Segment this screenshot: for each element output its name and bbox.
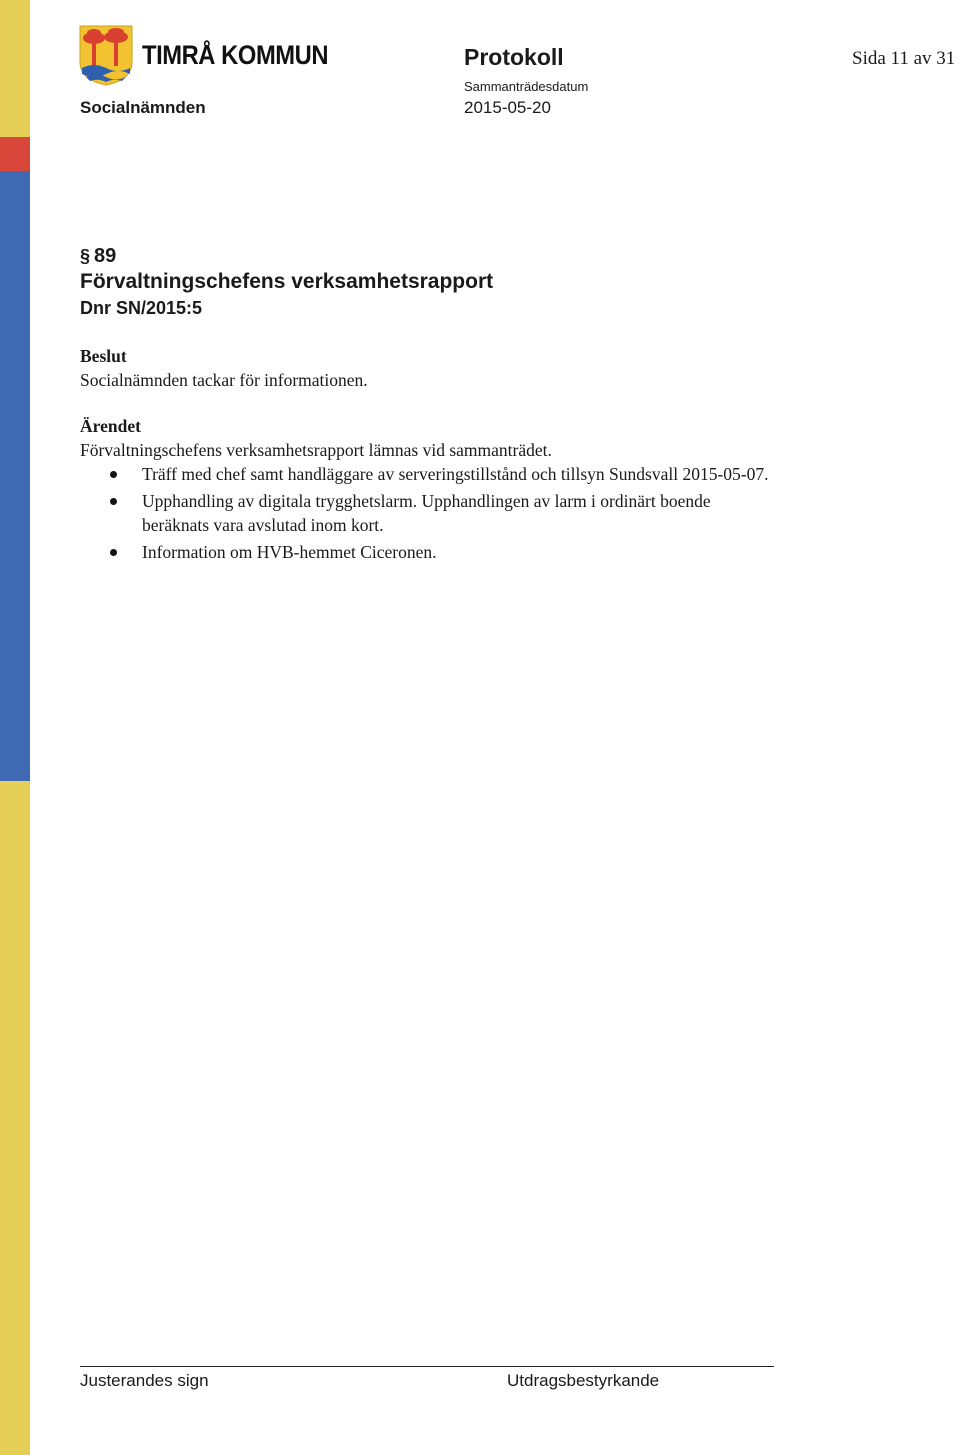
paragraph-sign: § [80, 246, 91, 266]
meeting-date: 2015-05-20 [464, 98, 551, 117]
document-type-title: Protokoll [464, 44, 564, 70]
municipality-logo [78, 24, 353, 86]
section-number [80, 243, 780, 269]
list-item-text: Upphandling av digitala trygghetslarm. Upphandlingen av larm i ordinärt boende beräknats vara avslutad inom kort. [142, 491, 711, 535]
list-item-text: Information om HVB-hemmet Ciceronen. [142, 542, 437, 562]
margin-stripe-blue [0, 171, 30, 781]
beslut-text: Socialnämnden tackar för informationen. [80, 370, 368, 390]
arendet-heading: Ärendet [80, 416, 141, 436]
section-number-value: 89 [94, 245, 117, 267]
bullet-icon [110, 471, 117, 478]
list-item [80, 462, 780, 486]
section-title: Förvaltningschefens verksamhetsrapport [80, 270, 494, 293]
page-number: Sida 11 av 31 [852, 48, 956, 69]
beslut-heading: Beslut [80, 346, 127, 366]
footer-divider [80, 1366, 774, 1367]
arendet-intro: Förvaltningschefens verksamhetsrapport lämnas vid sammanträdet. [80, 440, 552, 460]
footer-certification-label: Utdragsbestyrkande [507, 1371, 660, 1390]
section-header [80, 243, 780, 321]
list-item [80, 540, 780, 564]
document-body [80, 344, 780, 567]
list-item [80, 489, 780, 537]
logo-wordmark: TIMRÅ KOMMUN [142, 39, 329, 70]
department-name: Socialnämnden [80, 98, 206, 117]
footer-signature-label: Justerandes sign [80, 1371, 209, 1390]
margin-stripe-yellow-top [0, 0, 30, 137]
margin-stripe-red [0, 137, 30, 171]
arendet-list [80, 462, 780, 564]
meeting-date-label: Sammanträdesdatum [464, 79, 589, 94]
margin-stripe-yellow-bottom [0, 781, 30, 1455]
coat-of-arms-icon [78, 24, 134, 86]
list-item-text: Träff med chef samt handläggare av serveringstillstånd och tillsyn Sundsvall 2015-05-07. [142, 464, 769, 484]
diary-number: Dnr SN/2015:5 [80, 298, 203, 318]
bullet-icon [110, 498, 117, 505]
bullet-icon [110, 549, 117, 556]
